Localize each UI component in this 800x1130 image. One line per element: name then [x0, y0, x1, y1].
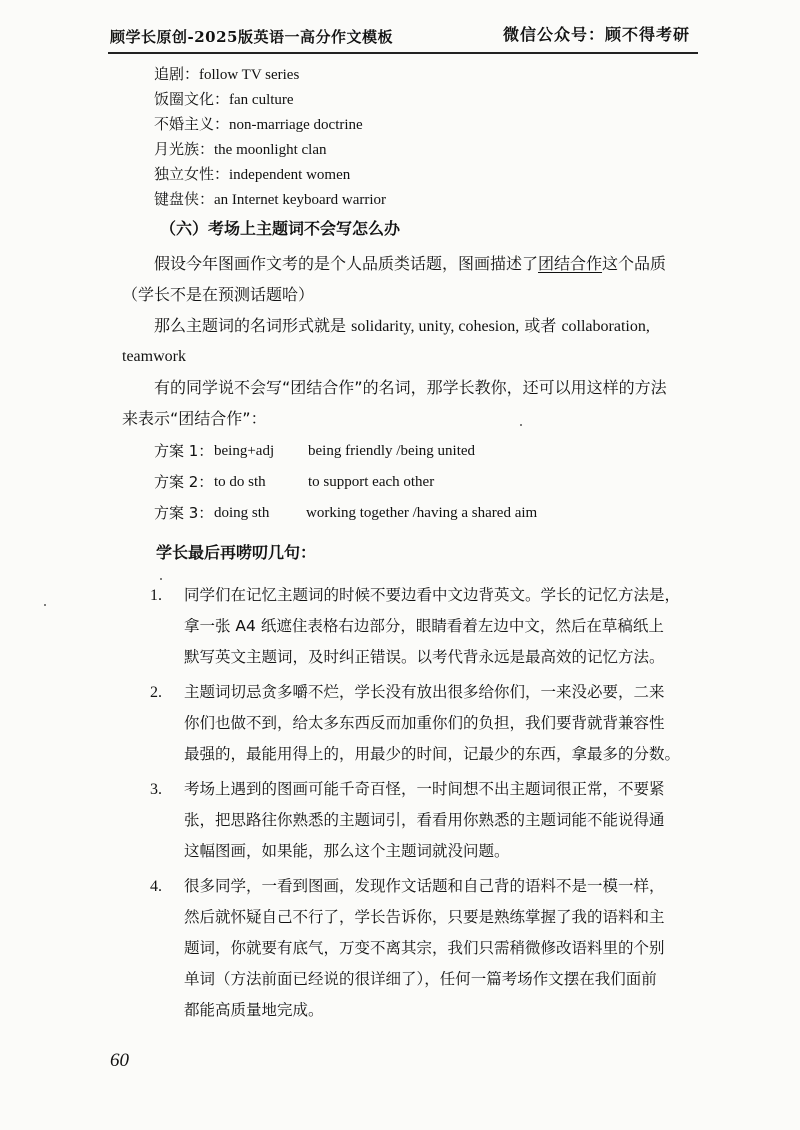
- tip-line: 拿一张 A4 纸遮住表格右边部分，眼睛看着左边中文，然后在草稿纸上: [184, 617, 664, 635]
- tip-line: 张，把思路往你熟悉的主题词引，看看用你熟悉的主题词能不能说得通: [184, 811, 665, 829]
- tip-line: 题词，你就要有底气，万变不离其宗，我们只需稍微修改语料里的个别: [184, 939, 665, 957]
- paragraph-text: 那么主题词的名词形式就是: [154, 316, 347, 335]
- tip-line: 很多同学，一看到图画，发现作文话题和自己背的语料不是一模一样，: [184, 877, 665, 895]
- plan-list: [154, 436, 674, 529]
- section-heading: （六）考场上主题词不会写怎么办: [160, 219, 401, 238]
- plan-form: doing sth: [214, 505, 270, 521]
- vocab-en: fan culture: [229, 92, 294, 108]
- vocab-item: [154, 87, 674, 112]
- vocab-en: non-marriage doctrine: [229, 117, 363, 133]
- tip-line: 单词（方法前面已经说的很详细了），任何一篇考场作文摆在我们面前: [184, 970, 657, 988]
- paragraph-text: 假设今年图画作文考的是个人品质类话题，图画描述了: [154, 254, 539, 273]
- noun-forms-continued: teamwork: [122, 348, 186, 365]
- page-number: 60: [110, 1050, 129, 1071]
- closing-heading: 学长最后再唠叨几句：: [156, 543, 317, 562]
- paragraph-assumption-note: （学长不是在预测话题哈）: [122, 285, 315, 304]
- plan-item: [154, 498, 674, 529]
- tip-line: 同学们在记忆主题词的时候不要边看中文边背英文。学长的记忆方法是，: [184, 586, 681, 604]
- tip-number: 2.: [150, 684, 162, 701]
- tip-line: 然后就怀疑自己不行了，学长告诉你，只要是熟练掌握了我的语料和主: [184, 908, 665, 926]
- header-wechat: 微信公众号：顾不得考研: [502, 25, 690, 44]
- paragraph-alternative-continued: 来表示“团结合作”：: [122, 409, 267, 428]
- vocab-cn: 追剧：: [154, 65, 200, 83]
- vocab-en: an Internet keyboard warrior: [214, 192, 387, 208]
- noun-forms: solidarity, unity, cohesion,: [351, 318, 520, 335]
- tip-number: 4.: [150, 878, 162, 895]
- tip-number: 1.: [150, 587, 162, 604]
- tip-line: 你们也做不到，给太多东西反而加重你们的负担，我们要背就背兼容性: [184, 714, 665, 732]
- tip-item: [150, 871, 690, 1026]
- vocab-item: [154, 162, 674, 187]
- plan-label: 方案 1：: [154, 442, 214, 460]
- tip-line: 这幅图画，如果能，那么这个主题词就没问题。: [184, 842, 510, 860]
- scan-speck: [520, 424, 522, 426]
- tip-number: 3.: [150, 781, 162, 798]
- tip-item: [150, 580, 690, 673]
- vocab-cn: 独立女性：: [154, 165, 230, 183]
- tip-line: 最强的，最能用得上的，用最少的时间，记最少的东西，拿最多的分数。: [184, 745, 681, 763]
- vocab-cn: 不婚主义：: [154, 115, 230, 133]
- tip-line: 默写英文主题词，及时纠正错误。以考代背永远是最高效的记忆方法。: [184, 648, 665, 666]
- vocab-item: [154, 112, 674, 137]
- scan-speck: [160, 578, 162, 580]
- page-header: [110, 22, 690, 50]
- vocab-item: [154, 137, 674, 162]
- scan-speck: [44, 604, 46, 606]
- vocab-list: [154, 62, 674, 212]
- paragraph-noun-forms: [154, 310, 650, 342]
- tip-line: 主题词切忌贪多嚼不烂，学长没有放出很多给你们，一来没必要，二来: [184, 683, 665, 701]
- header-divider: [108, 52, 698, 54]
- plan-example: being friendly /being united: [308, 443, 476, 459]
- plan-example: working together /having a shared aim: [306, 505, 538, 521]
- paragraph-alternative: 有的同学说不会写“团结合作”的名词，那学长教你，还可以用这样的方法: [154, 378, 667, 397]
- vocab-en: independent women: [229, 167, 351, 183]
- tip-line: 考场上遇到的图画可能千奇百怪，一时间想不出主题词很正常，不要紧: [184, 780, 665, 798]
- plan-item: [154, 436, 674, 467]
- vocab-en: follow TV series: [199, 67, 300, 83]
- vocab-item: [154, 62, 674, 87]
- vocab-en: the moonlight clan: [214, 142, 327, 158]
- tip-item: [150, 774, 690, 867]
- plan-form: to do sth: [214, 474, 266, 490]
- plan-example: to support each other: [308, 474, 435, 490]
- plan-label: 方案 2：: [154, 473, 214, 491]
- paragraph-text: 或者: [524, 316, 557, 335]
- tip-line: 都能高质量地完成。: [184, 1001, 324, 1019]
- header-title: 顾学长原创-2025版英语一高分作文模板: [110, 28, 393, 46]
- noun-forms: collaboration,: [561, 318, 650, 335]
- vocab-item: [154, 187, 674, 212]
- vocab-cn: 月光族：: [154, 140, 215, 158]
- plan-form: being+adj: [214, 443, 275, 459]
- plan-label: 方案 3：: [154, 504, 214, 522]
- tips-list: [150, 580, 690, 1030]
- paragraph-assumption: [154, 248, 666, 279]
- plan-item: [154, 467, 674, 498]
- tip-item: [150, 677, 690, 770]
- vocab-cn: 键盘侠：: [154, 190, 215, 208]
- paragraph-text: 这个品质: [602, 254, 667, 273]
- highlighted-term: 团结合作: [538, 254, 603, 273]
- vocab-cn: 饭圈文化：: [154, 90, 230, 108]
